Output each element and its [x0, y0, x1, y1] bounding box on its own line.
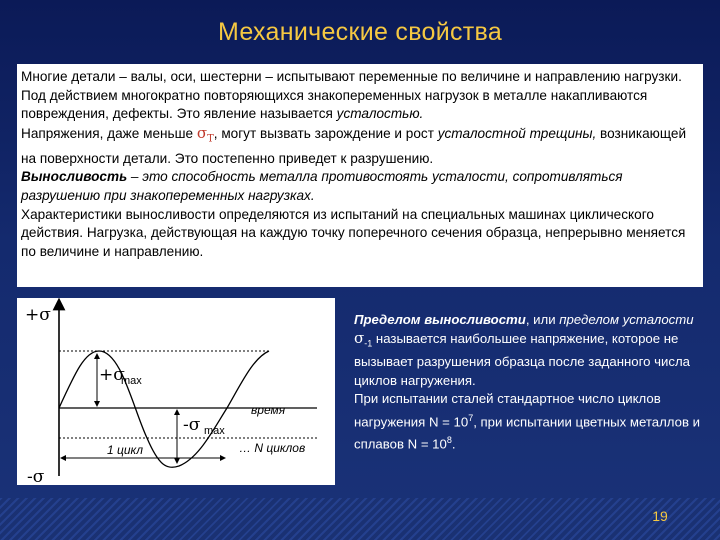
exponent: 7 [468, 412, 474, 423]
term-fatigue: усталостью. [336, 106, 424, 122]
graph-svg [17, 298, 335, 485]
paragraph-text: , могут вызвать зарождение и рост [213, 126, 438, 142]
sigma-symbol: σ [196, 124, 208, 143]
paragraph-text: . [451, 436, 456, 452]
paragraph-fatigue [21, 68, 697, 124]
n-cycles-label: … N циклов [239, 441, 306, 455]
sigma-subscript: -1 [364, 339, 373, 350]
sigma-symbol: σ [354, 329, 365, 348]
paragraph-testing [21, 206, 697, 262]
sigma-subscript: Т [207, 133, 214, 145]
paragraph-text: При испытании сталей стандартное число циклов нагружения N = 10 [354, 391, 661, 430]
paragraph-text: , или [525, 312, 560, 327]
endurance-limit-text [354, 310, 710, 454]
sigma-max-neg-label: -σ [183, 415, 201, 435]
y-axis-negative-label: -σ [27, 467, 45, 485]
paragraph-endurance-limit [354, 310, 710, 390]
paragraph-text: , при испытании цветных металлов и сплавов N = 10 [354, 414, 700, 452]
term-fatigue-crack: усталостной трещины, [437, 126, 597, 142]
cycle-label: 1 цикл [107, 443, 143, 457]
paragraph-text: – это способность металла противостоять усталости, сопротивляться разрушению при знакопеременных нагрузках. [21, 169, 623, 203]
stress-curve [59, 351, 269, 467]
paragraph-cycles [354, 390, 710, 454]
paragraph-crack [21, 124, 697, 168]
paragraph-text: Напряжения, даже меньше [21, 126, 197, 142]
paragraph-text: возникающей на поверхности детали. Это постепенно приведет к разрушению. [21, 126, 687, 166]
paragraph-text: Многие детали – валы, оси, шестерни – испытывают переменные по величине и направлению нагрузки. Под действием многократно повторяющихся знакопеременных нагрузок в металле накапливаются повреждения, дефекты. Это явление называется [21, 69, 682, 122]
page-number: 19 [652, 508, 668, 524]
paragraph-text: называется наибольшее напряжение, которое не вызывает разрушения образца после заданного числа циклов нагружения. [354, 331, 690, 388]
term-endurance: Выносливость [21, 169, 128, 185]
sigma-max-pos-sub: max [121, 375, 142, 387]
stress-cycle-graph [17, 298, 335, 485]
term-endurance-limit: Пределом выносливости [354, 312, 526, 327]
exponent: 8 [446, 435, 452, 446]
body-text [21, 68, 697, 262]
paragraph-text: Характеристики выносливости определяются из испытаний на специальных машинах циклического действия. Нагрузка, действующая на каждую точку поперечного сечения образца, непрерывно меняется по величине и направлению. [21, 206, 686, 260]
sigma-max-neg-sub: max [204, 425, 225, 437]
slide-title: Механические свойства [217, 18, 503, 46]
time-label: время [251, 403, 286, 417]
sigma-max-pos-label: +σ [99, 365, 125, 385]
term-fatigue-limit: пределом усталости [559, 312, 694, 327]
y-axis-positive-label: +σ [25, 305, 51, 325]
paragraph-endurance [21, 168, 697, 205]
footer-bar [0, 498, 720, 540]
